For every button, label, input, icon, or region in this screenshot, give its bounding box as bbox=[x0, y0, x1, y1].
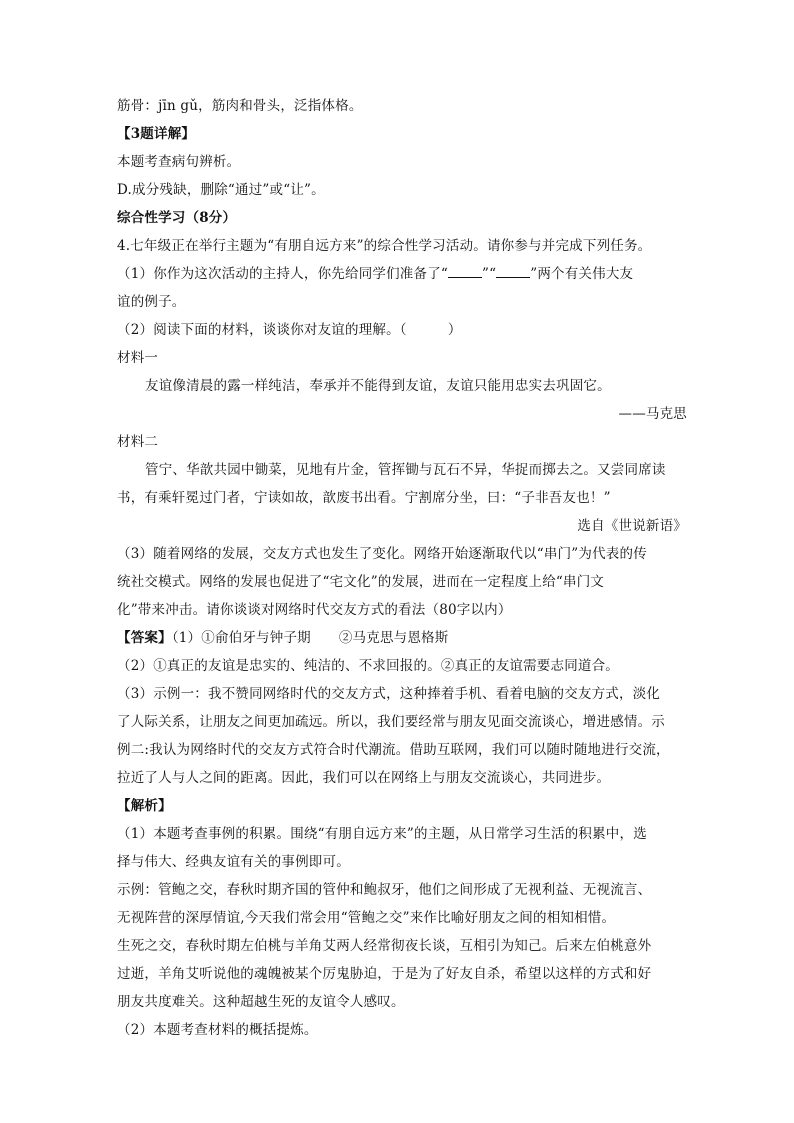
text-line: 无视阵营的深厚情谊,今天我们常会用“管鲍之交”来作比喻好朋友之间的相知相惜。 bbox=[117, 910, 616, 926]
text-segment: ”“ bbox=[482, 266, 497, 282]
section-heading: 【解析】 bbox=[117, 798, 172, 814]
answer-blank bbox=[448, 263, 482, 278]
text-line: D.成分残缺，删除“通过”或“让”。 bbox=[117, 182, 325, 198]
text-segment: （1）你作为这次活动的主持人，你先给同学们准备了“ bbox=[117, 266, 448, 282]
material-source: ——马克思 bbox=[618, 406, 687, 422]
answer-blank bbox=[496, 263, 530, 278]
text-line: 谊的例子。 bbox=[117, 294, 186, 310]
text-line: （2）阅读下面的材料，谈谈你对友谊的理解。（ ） bbox=[117, 322, 462, 338]
text-line: 统社交模式。网络的发展也促进了“宅文化”的发展，进而在一定程度上给“串门文 bbox=[117, 574, 605, 590]
text-line: （1）本题考查事例的积累。围绕“有朋自远方来”的主题，从日常学习生活的积累中，选 bbox=[117, 826, 647, 842]
answer-line bbox=[117, 624, 687, 652]
text-line: （2）本题考查材料的概括提炼。 bbox=[117, 1022, 318, 1038]
text-line: 本题考查病句辨析。 bbox=[117, 154, 241, 170]
material-label: 材料一 bbox=[117, 350, 159, 366]
material-text: 书，有乘轩冕过门者，宁读如故，歆废书出看。宁割席分坐，曰：“子非吾友也！” bbox=[117, 490, 611, 506]
document-page bbox=[117, 92, 687, 1044]
text-line: 化”带来冲击。请你谈谈对网络时代交友方式的看法（80字以内） bbox=[117, 602, 512, 618]
text-line: 示例：管鲍之交，春秋时期齐国的管仲和鲍叔牙，他们之间形成了无视利益、无视流言、 bbox=[117, 882, 652, 898]
question-line bbox=[117, 260, 687, 288]
answer-label: 【答案】 bbox=[117, 630, 172, 646]
text-line: 筋骨：jīn gǔ，筋肉和骨头，泛指体格。 bbox=[117, 98, 363, 114]
text-line: 生死之交，春秋时期左伯桃与羊角艾两人经常彻夜长谈，互相引为知己。后来左伯桃意外 bbox=[117, 938, 652, 954]
section-heading: 【3题详解】 bbox=[117, 126, 196, 142]
text-line: 了人际关系，让朋友之间更加疏远。所以，我们要经常与朋友见面交流谈心，增进感情。示 bbox=[117, 714, 665, 730]
text-line: （3）示例一：我不赞同网络时代的交友方式，这种捧着手机、看着电脑的交友方式，淡化 bbox=[117, 686, 661, 702]
text-line: 择与伟大、经典友谊有关的事例即可。 bbox=[117, 854, 350, 870]
text-line: 过逝，羊角艾听说他的魂魄被某个厉鬼胁迫，于是为了好友自杀，希望以这样的方式和好 bbox=[117, 966, 652, 982]
material-label: 材料二 bbox=[117, 434, 159, 450]
text-line: 拉近了人与人之间的距离。因此，我们可以在网络上与朋友交流谈心，共同进步。 bbox=[117, 770, 611, 786]
material-text: 管宁、华歆共园中锄菜，见地有片金，管挥锄与瓦石不异，华捉而掷去之。又尝同席读 bbox=[145, 462, 666, 478]
text-line: 例二:我认为网络时代的交友方式符合时代潮流。借助互联网，我们可以随时随地进行交流， bbox=[117, 742, 670, 758]
text-line: （2）①真正的友谊是忠实的、纯洁的、不求回报的。②真正的友谊需要志同道合。 bbox=[117, 658, 619, 674]
text-segment: ②马克思与恩格斯 bbox=[338, 630, 449, 646]
text-line: 朋友共度难关。这种超越生死的友谊令人感叹。 bbox=[117, 994, 405, 1010]
text-segment: ”两个有关伟大友 bbox=[530, 266, 634, 282]
section-heading: 综合性学习（8分） bbox=[117, 210, 237, 226]
material-source: 选自《世说新语》 bbox=[577, 518, 687, 534]
material-text: 友谊像清晨的露一样纯洁，奉承并不能得到友谊，友谊只能用忠实去巩固它。 bbox=[145, 378, 611, 394]
question-stem: 4.七年级正在举行主题为“有朋自远方来”的综合性学习活动。请你参与并完成下列任务。 bbox=[117, 238, 652, 254]
text-line: （3）随着网络的发展，交友方式也发生了变化。网络开始逐渐取代以“串门”为代表的传 bbox=[117, 546, 647, 562]
text-segment: （1）①俞伯牙与钟子期 bbox=[171, 630, 311, 646]
